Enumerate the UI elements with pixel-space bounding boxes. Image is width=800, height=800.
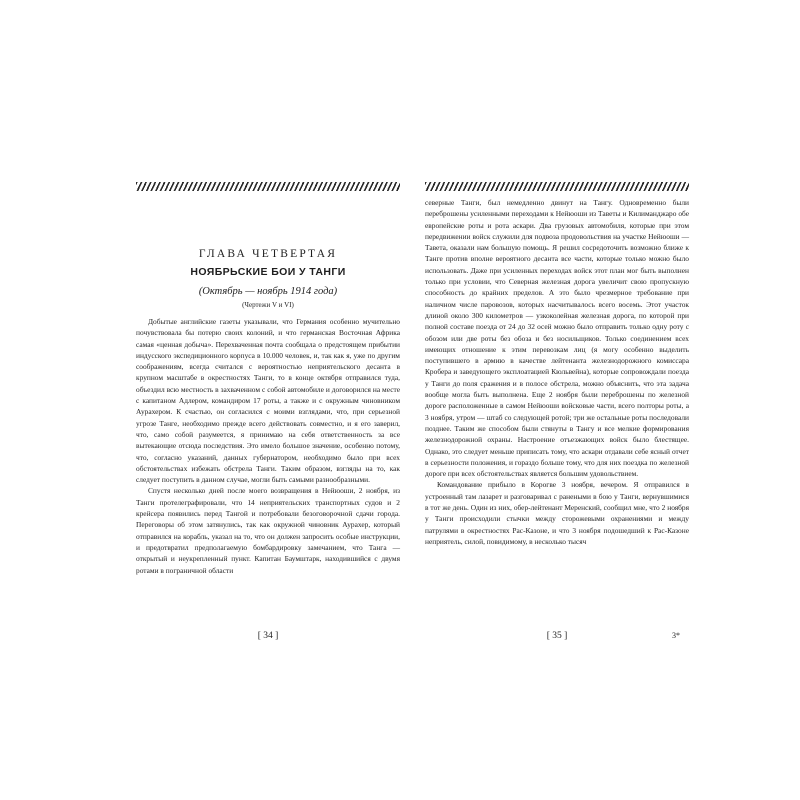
maps-reference: (Чертежи V и VI): [242, 301, 294, 309]
right-body-text: [425, 197, 689, 547]
header-ornament: [425, 182, 689, 191]
page-number-left: [ 34 ]: [257, 631, 279, 641]
paragraph: Командование прибыло в Корогве 3 ноября, вечером. Я отправился в устроенный там лазарет и разговаривал с ранеными в бою у Танги, вернувшимися в тот же день. Один из них, обер-лейтенант Меренский, сообщил мне, что 2 ноября у Танги происходили стычки между сторожевыми охранениями и между патрулями в окрестностях Рас-Казоне, и что 3 ноября подошедший к Рас-Казоне неприятель, силой, повидимому, в несколько тысяч: [425, 480, 689, 546]
chapter-dates: (Октябрь — ноябрь 1914 года): [198, 286, 338, 297]
signature-mark: 3*: [672, 631, 680, 640]
left-page: [136, 182, 400, 576]
paragraph: северные Танги, был немедленно двинут на Тангу. Одновременно были переброшены усиленными переходами к Нейюоши из Таветы и Килиманджаро обе европейские роты и рота аскари. Два грузовых автомобиля, которые при этом передвижении войск служили для подвоза продовольствия на участке Нейюоши — Тавета, оказали нам большую помощь. Я решил сосредоточить возможно ближе к Танге против вполне вероятного десанта все части, которые только можно было использовать. Даже при усиленных переходах войск этот план мог быть выполнен только при условии, что Северная железная дорога увеличит свою пропускную способность до крайних пределов. А это было чрезмерное требование при наличном числе паровозов, которых насчитывалось всего восемь. Этот участок длиной около 300 километров — узкоколейная железная дорога, по которой при полной составе поезда от 24 до 32 осей можно было отправить только одну роту с обозом или две роты без обоза и без носильщиков. Только соединением всех имеющих отношение к этим перевозкам лиц (я могу особенно выделить поступившего в армию в качестве лейтенанта железнодорожного комиссара Кробера и заведующего эксплоатацией Кюльвейна), которые сопровождали поезда у Танги до поля сражения и в полосе обстрела, можно объяснить, что эта задача вообще могла быть выполнена. Еще 2 ноября были переброшены по железной дороге расположенные в самом Нейюоши войсковые части, всего полторы роты, а 3 ноября, утром — штаб со следующей ротой; три же остальные роты последовали позднее. Таким же способом были стянуты в Тангу и все мелкие формирования железнодорожной охраны. Настроение отъезжающих войск было блестящее. Однако, это следует меньше приписать тому, что аскари отдавали себе ясный отчет в серьезности положения, и гораздо больше тому, что для них поездка по железной дороге при всех обстоятельствах является большим удовольствием.: [425, 198, 689, 479]
paragraph: Добытые английские газеты указывали, что Германия особенно мучительно почувствовала бы потерю своих колоний, и что германская Восточная Африка самая «ценная добыча». Перехваченная почта сообщала о предстоящем прибытии индусского экспедиционного корпуса в 10.000 человек, и, так как я, уже по другим соображениям, всегда считался с вероятностью неприятельского десанта в крупном масштабе в окрестностях Танги, то в конце октября отправился туда, объездил всю местность в захваченном с собой автомобиле и договорился на месте с капитаном Адлером, командиром 17 роты, а также и с окружным чиновником Аурахером. К счастью, он согласился с моими взглядами, что, при серьезной угрозе Танге, необходимо прежде всего действовать совместно, и я его заверил, что, само собой разумеется, я принимаю на себя ответственность за все вытекающие отсюда последствия. Это имело большое значение, особенно потому, что, согласно указаний, данных губернатором, необходимо было при всех обстоятельствах избежать обстрела Танги. Таким образом, взгляды на то, как следует поступить в данном случае, могли быть самыми разнообразными.: [136, 317, 400, 485]
left-body-text: [136, 316, 400, 576]
paragraph: Спустя несколько дней после моего возвращения в Нейюоши, 2 ноября, из Танги протелеграфировали, что 14 неприятельских транспортных судов и 2 крейсера появились перед Тангой и потребовали безоговорочной сдачи города. Переговоры об этом затянулись, так как окружной чиновник Аурахер, который отправился на корабль, указал на то, что он должен запросить особые инструкции, и предотвратил предполагаемую бомбардировку замечанием, что Танга — открытый и неукрепленный пункт. Капитан Баумштарк, находившийся с двумя ротами в пограничной области: [136, 486, 400, 575]
chapter-label: ГЛАВА ЧЕТВЕРТАЯ: [198, 248, 338, 260]
header-ornament: [136, 182, 400, 191]
right-page: [425, 182, 689, 547]
chapter-title: НОЯБРЬСКИЕ БОИ У ТАНГИ: [190, 266, 346, 278]
page-number-right: [ 35 ]: [546, 631, 568, 641]
